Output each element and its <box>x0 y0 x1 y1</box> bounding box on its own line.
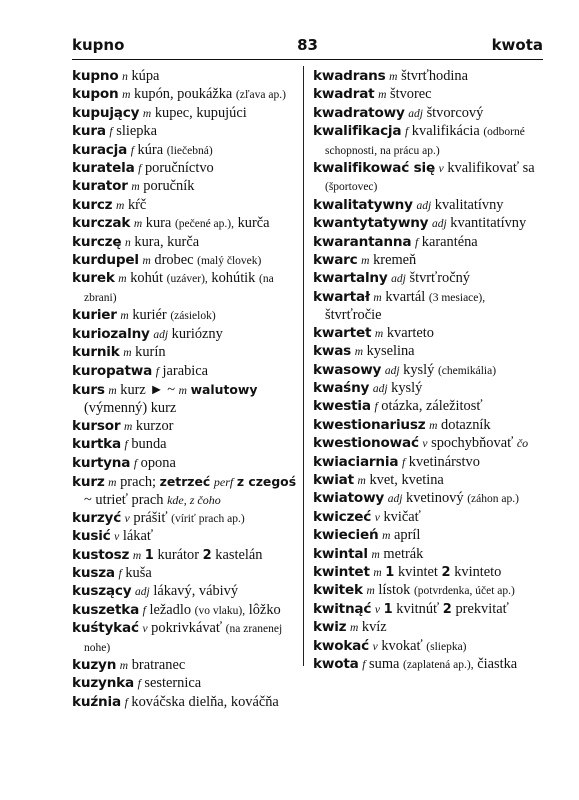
dictionary-entry <box>72 694 304 712</box>
part-of-speech: m <box>371 548 380 561</box>
translation: kyslý <box>403 361 435 378</box>
translation: čiastka <box>477 656 518 672</box>
translation: kupec, kupujúci <box>154 104 247 121</box>
italic-note: kde, z čoho <box>167 493 221 508</box>
headword: kuśtykać <box>72 620 139 637</box>
part-of-speech: m <box>429 419 438 432</box>
sense-number: 1 <box>144 547 154 563</box>
headword: kwadrat <box>313 86 375 103</box>
part-of-speech: v <box>374 603 380 616</box>
translation: kvetinový <box>406 490 464 507</box>
translation: lákavý, vábivý <box>153 583 239 600</box>
headword: kuszetka <box>72 601 140 618</box>
gloss-note: (potvrdenka, účet ap.) <box>413 585 515 598</box>
part-of-speech: adj <box>387 493 403 506</box>
headword: kwintet <box>313 563 370 580</box>
dictionary-entry <box>313 362 543 380</box>
part-of-speech: m <box>389 71 398 83</box>
gloss-note: (chemikália) <box>437 364 497 377</box>
gloss-note: (liečebná) <box>166 144 213 157</box>
part-of-speech: m <box>133 218 143 231</box>
dictionary-entry <box>313 564 543 582</box>
gloss-note: (na zbrani) <box>84 273 274 304</box>
translation: kvetinárstvo <box>408 453 480 470</box>
headword: kurzyć <box>72 509 122 526</box>
dictionary-entry <box>72 620 304 657</box>
part-of-speech: m <box>119 660 129 672</box>
dictionary-entry <box>72 473 304 510</box>
headword: kwalifikacja <box>313 123 402 140</box>
part-of-speech: m <box>349 622 359 635</box>
dictionary-entry <box>72 363 304 381</box>
translation: kuriér <box>132 307 167 324</box>
part-of-speech: adj <box>431 218 447 231</box>
dictionary-entry <box>72 528 304 546</box>
translation: kŕč <box>127 196 147 213</box>
dictionary-entry <box>72 86 304 104</box>
headword: kurator <box>72 178 128 195</box>
translation: prach; <box>120 473 157 490</box>
part-of-speech: f <box>404 126 409 139</box>
headword: kwadrans <box>313 68 386 84</box>
dictionary-entry <box>72 178 304 196</box>
headword: kurcz <box>72 196 113 213</box>
dictionary-entry <box>313 252 543 270</box>
dictionary-entry <box>72 307 304 325</box>
translation: kvarteto <box>386 324 434 341</box>
dictionary-entry <box>313 86 543 104</box>
translation: kvičať <box>383 508 421 525</box>
part-of-speech: m <box>373 566 382 579</box>
dictionary-entry <box>313 197 543 215</box>
dictionary-entry <box>72 326 304 344</box>
dictionary-entry <box>313 454 543 472</box>
translation: poručník <box>143 178 195 195</box>
gloss-note: (odborné schopnosti, na prácu ap.) <box>325 126 525 157</box>
headword: kwiecień <box>313 527 379 544</box>
gloss-note: (športovec) <box>325 181 378 194</box>
part-of-speech: m <box>108 476 117 489</box>
headword: kurier <box>72 307 117 324</box>
headword: kwaśny <box>313 379 370 396</box>
translation: kurzor <box>135 417 174 434</box>
part-of-speech: m <box>382 530 391 543</box>
part-of-speech: f <box>362 659 366 671</box>
headword: kwartet <box>313 324 372 341</box>
dictionary-entry <box>313 546 543 564</box>
dictionary-entry <box>313 601 543 619</box>
translation: kvintet <box>397 563 438 580</box>
part-of-speech: f <box>401 456 406 469</box>
headword: kurczak <box>72 215 131 232</box>
header-first-entry: kupno <box>72 36 125 54</box>
headword: kuzynka <box>72 675 134 692</box>
part-of-speech: f <box>414 236 419 249</box>
part-of-speech: f <box>118 567 122 580</box>
part-of-speech: m <box>120 310 129 323</box>
translation: kyslý <box>391 379 423 396</box>
part-of-speech: m <box>374 327 384 340</box>
headword: kwota <box>313 656 359 672</box>
bold-phrase: zetrzeć <box>159 473 211 489</box>
dictionary-entry <box>72 142 304 160</box>
gloss-note: (zaplatená ap.), <box>403 659 474 671</box>
translation: bratranec <box>131 657 186 673</box>
headword: kwalifikować się <box>313 160 435 177</box>
part-of-speech: m <box>354 346 363 359</box>
headword: kuratela <box>72 160 135 177</box>
dictionary-entry <box>313 380 543 398</box>
part-of-speech: m <box>378 89 387 102</box>
translation: kvokať <box>381 637 423 654</box>
dictionary-entry <box>313 656 543 674</box>
headword: kwas <box>313 343 352 360</box>
headword: kurek <box>72 270 115 287</box>
translation: kremeň <box>373 252 417 269</box>
translation: lôžko <box>248 601 281 618</box>
part-of-speech: adj <box>153 328 169 341</box>
translation: kvitnúť <box>396 600 440 617</box>
headword: kuracja <box>72 141 128 158</box>
italic-note: čo <box>516 436 529 451</box>
translation: kvantitatívny <box>450 215 527 232</box>
part-of-speech: adj <box>135 586 150 599</box>
part-of-speech: adj <box>372 382 388 395</box>
part-of-speech: f <box>109 126 113 139</box>
dictionary-entry <box>313 509 543 527</box>
translation: kurátor <box>157 546 199 563</box>
dictionary-entry <box>72 123 304 141</box>
translation: kurz ► ~ <box>120 381 176 398</box>
translation: ~ utrieť prach <box>84 492 164 509</box>
dictionary-entry <box>72 105 304 123</box>
part-of-speech: m <box>357 474 366 487</box>
headword: kwiaciarnia <box>313 453 399 470</box>
dictionary-entry <box>313 582 543 600</box>
gloss-note: (3 mesiace), <box>428 291 486 304</box>
dictionary-entry <box>313 417 543 435</box>
headword: kwitek <box>313 582 363 599</box>
sense-number: 2 <box>441 564 451 580</box>
part-of-speech: n <box>125 236 131 249</box>
part-of-speech: m <box>142 107 152 120</box>
translation: poručníctvo <box>144 160 214 177</box>
gloss-note: (záhon ap.) <box>467 493 519 506</box>
headword: kuzyn <box>72 657 117 673</box>
part-of-speech: m <box>131 181 140 194</box>
dictionary-entry <box>313 289 543 325</box>
dictionary-entry <box>72 510 304 528</box>
part-of-speech: m <box>116 199 125 212</box>
headword: kwiz <box>313 619 347 636</box>
translation: bunda <box>131 436 167 453</box>
part-of-speech: v <box>438 163 444 176</box>
translation: kohút <box>130 270 163 287</box>
dictionary-entry <box>72 381 304 418</box>
translation: kúra <box>137 141 164 158</box>
headword: kusza <box>72 564 115 581</box>
part-of-speech: v <box>372 640 378 653</box>
headword: kustosz <box>72 546 130 563</box>
headword: kuriozalny <box>72 325 150 342</box>
dictionary-entry <box>72 675 304 693</box>
translation: štvorec <box>390 86 432 103</box>
dictionary-entry <box>72 418 304 436</box>
dictionary-entry <box>72 215 304 233</box>
headword: kwartalny <box>313 270 388 287</box>
headword: kuropatwa <box>72 362 153 379</box>
headword: kurdupel <box>72 252 139 269</box>
part-of-speech: v <box>142 623 148 636</box>
headword: kwarc <box>313 252 358 269</box>
dictionary-entry <box>313 105 543 123</box>
headword: kursor <box>72 417 121 434</box>
gloss-note: (sliepka) <box>426 640 467 653</box>
translation: kvet, kvetina <box>369 471 444 488</box>
translation: kohútik <box>211 270 256 287</box>
headword: kwalitatywny <box>313 196 413 213</box>
dictionary-entry <box>72 270 304 307</box>
translation: lákať <box>122 528 153 545</box>
translation: apríl <box>394 527 421 544</box>
bold-phrase: z czegoś <box>236 473 297 489</box>
part-of-speech: m <box>361 255 370 268</box>
headword: kupon <box>72 86 119 103</box>
dictionary-entry <box>72 565 304 583</box>
headword: kwestionariusz <box>313 416 426 433</box>
headword: kuźnia <box>72 693 121 710</box>
translation: sesternica <box>144 675 202 692</box>
part-of-speech: f <box>124 696 128 709</box>
headword: kurnik <box>72 344 120 361</box>
part-of-speech: f <box>142 604 146 617</box>
header-last-entry: kwota <box>491 36 543 54</box>
sense-number: 1 <box>385 564 395 580</box>
headword: kurs <box>72 381 105 398</box>
dictionary-entry <box>72 455 304 473</box>
gloss-note: (zľava ap.) <box>235 89 286 102</box>
dictionary-entry <box>313 270 543 288</box>
part-of-speech: f <box>124 439 128 452</box>
dictionary-entry <box>313 123 543 160</box>
gloss-note: (uzáver), <box>166 273 208 286</box>
translation: kúpa <box>131 68 160 84</box>
dictionary-entry <box>313 398 543 416</box>
translation: kováčska dielňa, kováčňa <box>131 693 279 710</box>
dictionary-entry <box>72 436 304 454</box>
part-of-speech: m <box>178 384 187 397</box>
translation: kastelán <box>215 546 263 563</box>
header-rule <box>72 59 543 60</box>
headword: kura <box>72 123 106 140</box>
gloss-note: (na zranenej nohe) <box>84 623 283 654</box>
dictionary-entry <box>72 197 304 215</box>
headword: kwintal <box>313 545 368 562</box>
headword: kwitnąć <box>313 600 372 617</box>
part-of-speech: m <box>373 291 382 304</box>
translation: kuša <box>125 564 152 581</box>
translation: kupón, poukážka <box>134 86 233 103</box>
sense-number: 2 <box>202 547 212 563</box>
dictionary-entry <box>313 343 543 361</box>
translation: spochybňovať <box>431 435 514 452</box>
left-column <box>72 68 304 712</box>
headword: kurz <box>72 473 105 490</box>
dictionary-entry <box>72 344 304 362</box>
translation: kurča <box>237 215 270 232</box>
dictionary-entry <box>313 472 543 490</box>
translation: kvalitatívny <box>434 196 504 213</box>
headword: kwartał <box>313 288 370 305</box>
part-of-speech: v <box>422 438 428 451</box>
part-of-speech: v <box>124 512 130 525</box>
headword: kupujący <box>72 104 140 121</box>
part-of-speech: m <box>366 585 375 598</box>
translation: ležadlo <box>149 601 192 618</box>
headword: kurczę <box>72 233 122 250</box>
part-of-speech: f <box>137 678 141 691</box>
dictionary-entry <box>313 160 543 197</box>
sense-number: 1 <box>383 601 393 617</box>
gloss-note: (víriť prach ap.) <box>171 512 245 525</box>
headword: kwantytatywny <box>313 215 429 232</box>
headword: kupno <box>72 68 119 84</box>
translation: kvalifikácia <box>411 123 480 140</box>
part-of-speech: m <box>123 347 132 360</box>
part-of-speech: n <box>122 71 128 83</box>
headword: kurtka <box>72 436 121 453</box>
translation: (výmenný) kurz <box>84 400 177 417</box>
dictionary-entry <box>313 638 543 656</box>
italic-note: perf <box>213 474 234 489</box>
translation: drobec <box>154 252 194 269</box>
translation: štvrťhodina <box>401 68 468 84</box>
translation: štvrťročie <box>325 307 382 324</box>
translation: kvíz <box>361 619 387 636</box>
translation: karanténa <box>421 233 478 250</box>
translation: kura <box>145 215 172 232</box>
translation: prášiť <box>133 509 168 526</box>
dictionary-entry <box>313 325 543 343</box>
part-of-speech: m <box>118 273 127 286</box>
headword: kwiat <box>313 471 354 488</box>
part-of-speech: m <box>122 89 131 102</box>
headword: kwiatowy <box>313 490 385 507</box>
dictionary-entry <box>72 160 304 178</box>
headword: kwokać <box>313 637 370 654</box>
part-of-speech: adj <box>408 107 423 120</box>
translation: jarabica <box>162 362 209 379</box>
part-of-speech: f <box>155 365 159 378</box>
part-of-speech: f <box>374 401 378 414</box>
page-header <box>72 36 543 56</box>
dictionary-entry <box>313 527 543 545</box>
translation: lístok <box>378 582 411 599</box>
part-of-speech: adj <box>416 199 432 212</box>
translation: prekvitať <box>455 600 509 617</box>
translation: kvalifikovať sa <box>447 160 535 177</box>
translation: metrák <box>383 545 424 562</box>
part-of-speech: m <box>142 255 151 268</box>
dictionary-entry <box>72 657 304 675</box>
translation: kvartál <box>385 288 426 305</box>
dictionary-entry <box>72 547 304 565</box>
translation: kvinteto <box>454 563 502 580</box>
gloss-note: (malý človek) <box>197 255 262 268</box>
headword: kuszący <box>72 583 132 600</box>
part-of-speech: f <box>130 144 134 157</box>
gloss-note: (pečené ap.), <box>174 218 234 231</box>
dictionary-entry <box>313 490 543 508</box>
headword: kwadratowy <box>313 104 405 121</box>
translation: opona <box>140 454 176 471</box>
translation: dotazník <box>441 416 491 433</box>
translation: suma <box>369 656 400 672</box>
translation: štvrťročný <box>409 270 470 287</box>
translation: otázka, záležitosť <box>381 398 483 415</box>
dictionary-entry <box>313 435 543 453</box>
dictionary-entry <box>72 234 304 252</box>
dictionary-entry <box>313 215 543 233</box>
dictionary-entry <box>313 619 543 637</box>
part-of-speech: m <box>132 549 142 562</box>
headword: kurtyna <box>72 454 131 471</box>
sense-number: 2 <box>442 601 452 617</box>
part-of-speech: adj <box>391 273 406 286</box>
part-of-speech: adj <box>384 364 400 377</box>
part-of-speech: v <box>114 531 120 544</box>
part-of-speech: m <box>108 384 117 397</box>
dictionary-entry <box>313 234 543 252</box>
headword: kwestionować <box>313 435 419 452</box>
bold-phrase: walutowy <box>190 381 258 397</box>
dictionary-entry <box>72 252 304 270</box>
part-of-speech: f <box>133 457 138 470</box>
gloss-note: (vo vlaku), <box>194 604 246 617</box>
translation: pokrivkávať <box>151 620 223 637</box>
dictionary-entry <box>72 68 304 86</box>
dictionary-entry <box>313 68 543 86</box>
translation: kyselina <box>366 343 415 360</box>
headword: kwiczeć <box>313 508 372 525</box>
headword: kwestia <box>313 398 371 415</box>
page-number: 83 <box>297 36 318 54</box>
part-of-speech: f <box>138 163 142 176</box>
translation: kura, kurča <box>134 233 200 250</box>
right-column <box>313 68 543 674</box>
part-of-speech: v <box>374 511 380 524</box>
headword: kwarantanna <box>313 233 412 250</box>
translation: sliepka <box>116 123 157 140</box>
translation: štvorcový <box>426 104 484 121</box>
dictionary-entry <box>72 583 304 601</box>
translation: kuriózny <box>171 325 223 342</box>
dictionary-entry <box>72 602 304 620</box>
headword: kusić <box>72 528 111 545</box>
gloss-note: (zásielok) <box>170 310 216 323</box>
headword: kwasowy <box>313 361 382 378</box>
part-of-speech: m <box>123 420 133 433</box>
translation: kurín <box>135 344 166 361</box>
